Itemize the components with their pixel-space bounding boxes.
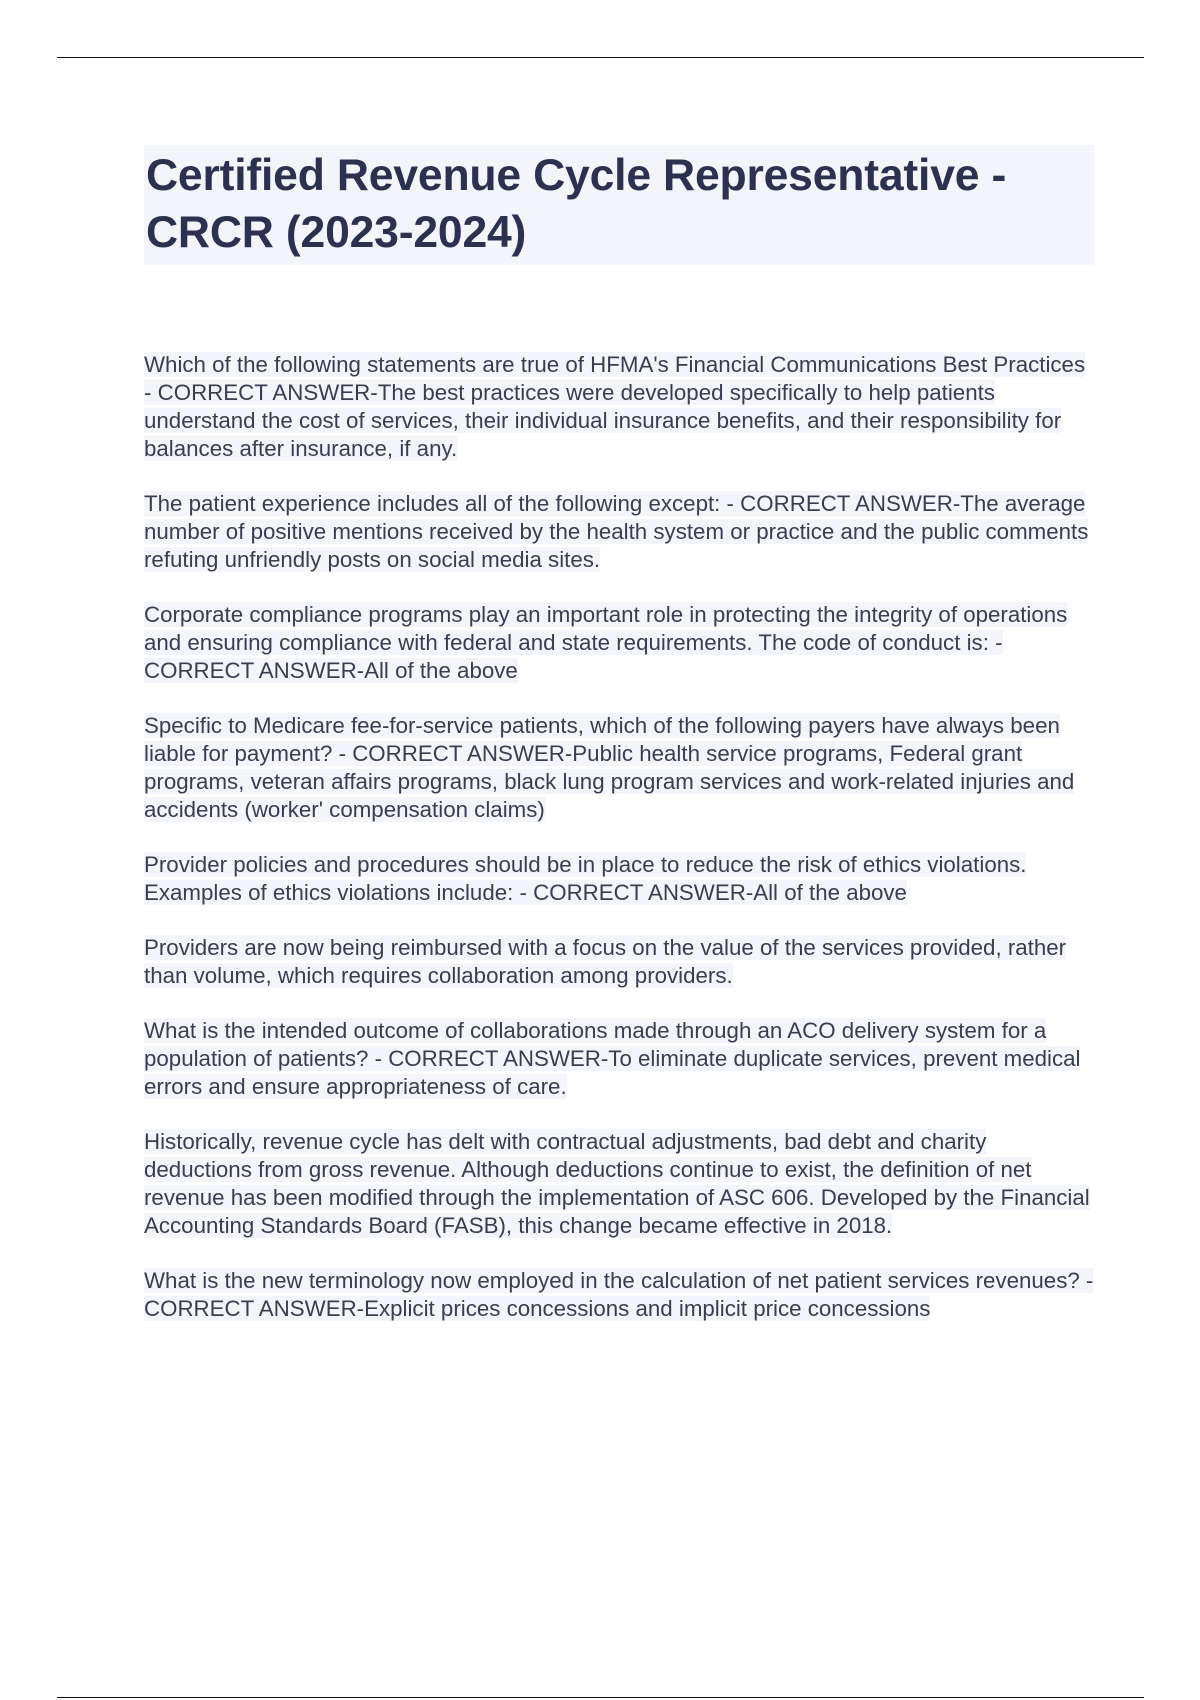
qa-entry-7 bbox=[144, 1017, 1094, 1101]
qa-entry-2 bbox=[144, 490, 1094, 574]
bottom-rule bbox=[57, 1697, 1144, 1698]
qa-entry-text: Historically, revenue cycle has delt with contractual adjustments, bad debt and charity deductions from gross revenue. Although deductions continue to exist, the definition of net revenue has been modified through the implementation of ASC 606. Developed by the Financial Accounting Standards Board (FASB), this change became effective in 2018. bbox=[144, 1129, 1090, 1238]
document-title: Certified Revenue Cycle Representative - CRCR (2023-2024) bbox=[146, 151, 1007, 257]
qa-entry-text: Specific to Medicare fee-for-service patients, which of the following payers have always been liable for payment? - CORRECT ANSWER-Public health service programs, Federal grant programs, veteran affairs programs, black lung program services and work-related injuries and accidents (worker' compensation claims) bbox=[144, 713, 1075, 822]
qa-entry-text: What is the intended outcome of collaborations made through an ACO delivery system for a population of patients? - CORRECT ANSWER-To eliminate duplicate services, prevent medical errors and ensure appropriateness of care. bbox=[144, 1018, 1081, 1099]
qa-entry-1 bbox=[144, 351, 1094, 463]
qa-entry-text: What is the new terminology now employed in the calculation of net patient services revenues? - CORRECT ANSWER-Explicit prices concessions and implicit price concessions bbox=[144, 1268, 1094, 1321]
qa-entry-text: The patient experience includes all of the following except: - CORRECT ANSWER-The average number of positive mentions received by the health system or practice and the public comments refuting unfriendly posts on social media sites. bbox=[144, 491, 1089, 572]
qa-entry-4 bbox=[144, 712, 1094, 824]
title-box bbox=[144, 145, 1094, 265]
qa-entry-3 bbox=[144, 601, 1094, 685]
qa-entry-text: Providers are now being reimbursed with a focus on the value of the services provided, rather than volume, which requires collaboration among providers. bbox=[144, 935, 1067, 988]
qa-entry-8 bbox=[144, 1128, 1094, 1240]
top-rule bbox=[57, 57, 1144, 58]
qa-entry-text: Corporate compliance programs play an important role in protecting the integrity of operations and ensuring compliance with federal and state requirements. The code of conduct is: - CORRECT ANSWER-All of the above bbox=[144, 602, 1068, 683]
qa-entry-text: Provider policies and procedures should be in place to reduce the risk of ethics violations. Examples of ethics violations include: - CORRECT ANSWER-All of the above bbox=[144, 852, 1027, 905]
document-body bbox=[144, 145, 1094, 1350]
qa-entry-text: Which of the following statements are true of HFMA's Financial Communications Best Practices - CORRECT ANSWER-The best practices were developed specifically to help patients understand the cost of services, their individual insurance benefits, and their responsibility for balances after insurance, if any. bbox=[144, 352, 1086, 461]
qa-entry-6 bbox=[144, 934, 1094, 990]
qa-entry-5 bbox=[144, 851, 1094, 907]
qa-entry-9 bbox=[144, 1267, 1094, 1323]
